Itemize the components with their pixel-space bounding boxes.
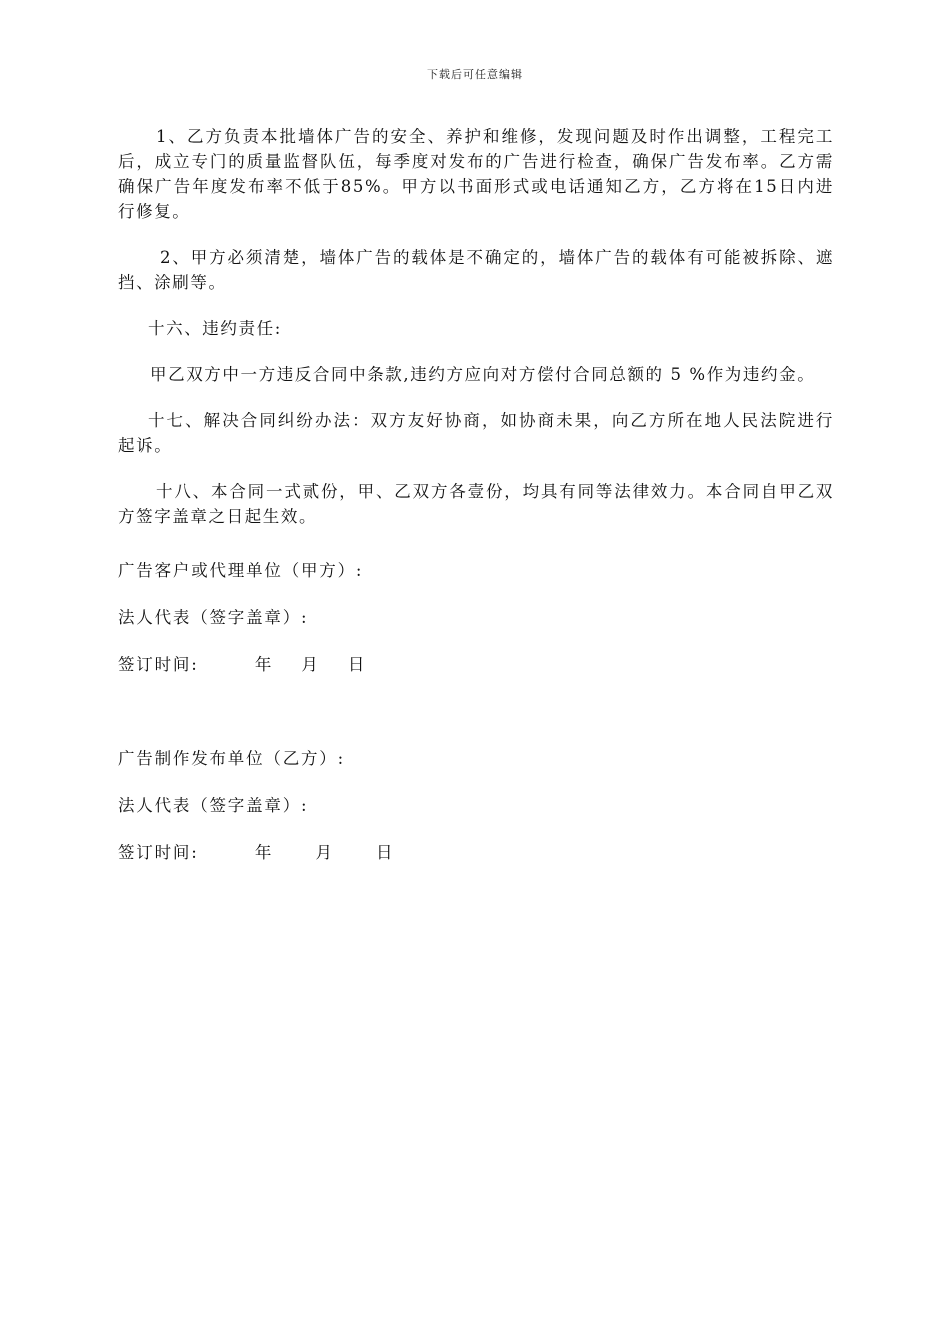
party-b-signature-block bbox=[118, 746, 394, 887]
section-dispute-paragraph: 十七、解决合同纠纷办法：双方友好协商，如协商未果，向乙方所在地人民法院进行起诉。 bbox=[118, 411, 834, 455]
party-a-rep-label: 法人代表（签字盖章）: bbox=[118, 608, 309, 627]
party-b-date-label: 签订时间: 年 月 日 bbox=[118, 843, 395, 862]
party-a-date-label: 签订时间: 年 月 日 bbox=[118, 655, 367, 674]
page-header-note: 下载后可任意编辑 bbox=[427, 68, 523, 81]
clause-penalty-paragraph: 甲乙双方中一方违反合同中条款,违约方应向对方偿付合同总额的 5 %作为违约金。 bbox=[150, 365, 816, 384]
contract-body bbox=[118, 124, 834, 550]
party-b-rep-label: 法人代表（签字盖章）: bbox=[118, 796, 309, 815]
clause-maintenance-paragraph: 1、乙方负责本批墙体广告的安全、养护和维修，发现问题及时作出调整，工程完工后，成立专门的质量监督队伍，每季度对发布的广告进行检查，确保广告发布率。乙方需确保广告年度发布率不低于85%。甲方以书面形式或电话通知乙方，乙方将在15日内进行修复。 bbox=[118, 127, 834, 221]
section-copies-paragraph: 十八、本合同一式贰份，甲、乙双方各壹份，均具有同等法律效力。本合同自甲乙双方签字盖章之日起生效。 bbox=[118, 482, 834, 526]
party-a-unit-label: 广告客户或代理单位（甲方）: bbox=[118, 561, 364, 580]
party-b-unit-label: 广告制作发布单位（乙方）: bbox=[118, 749, 345, 768]
party-a-signature-block bbox=[118, 558, 366, 699]
clause-carrier-paragraph: 2、甲方必须清楚，墙体广告的载体是不确定的，墙体广告的载体有可能被拆除、遮挡、涂刷等。 bbox=[118, 248, 834, 292]
section-breach-heading: 十六、违约责任: bbox=[148, 319, 282, 338]
